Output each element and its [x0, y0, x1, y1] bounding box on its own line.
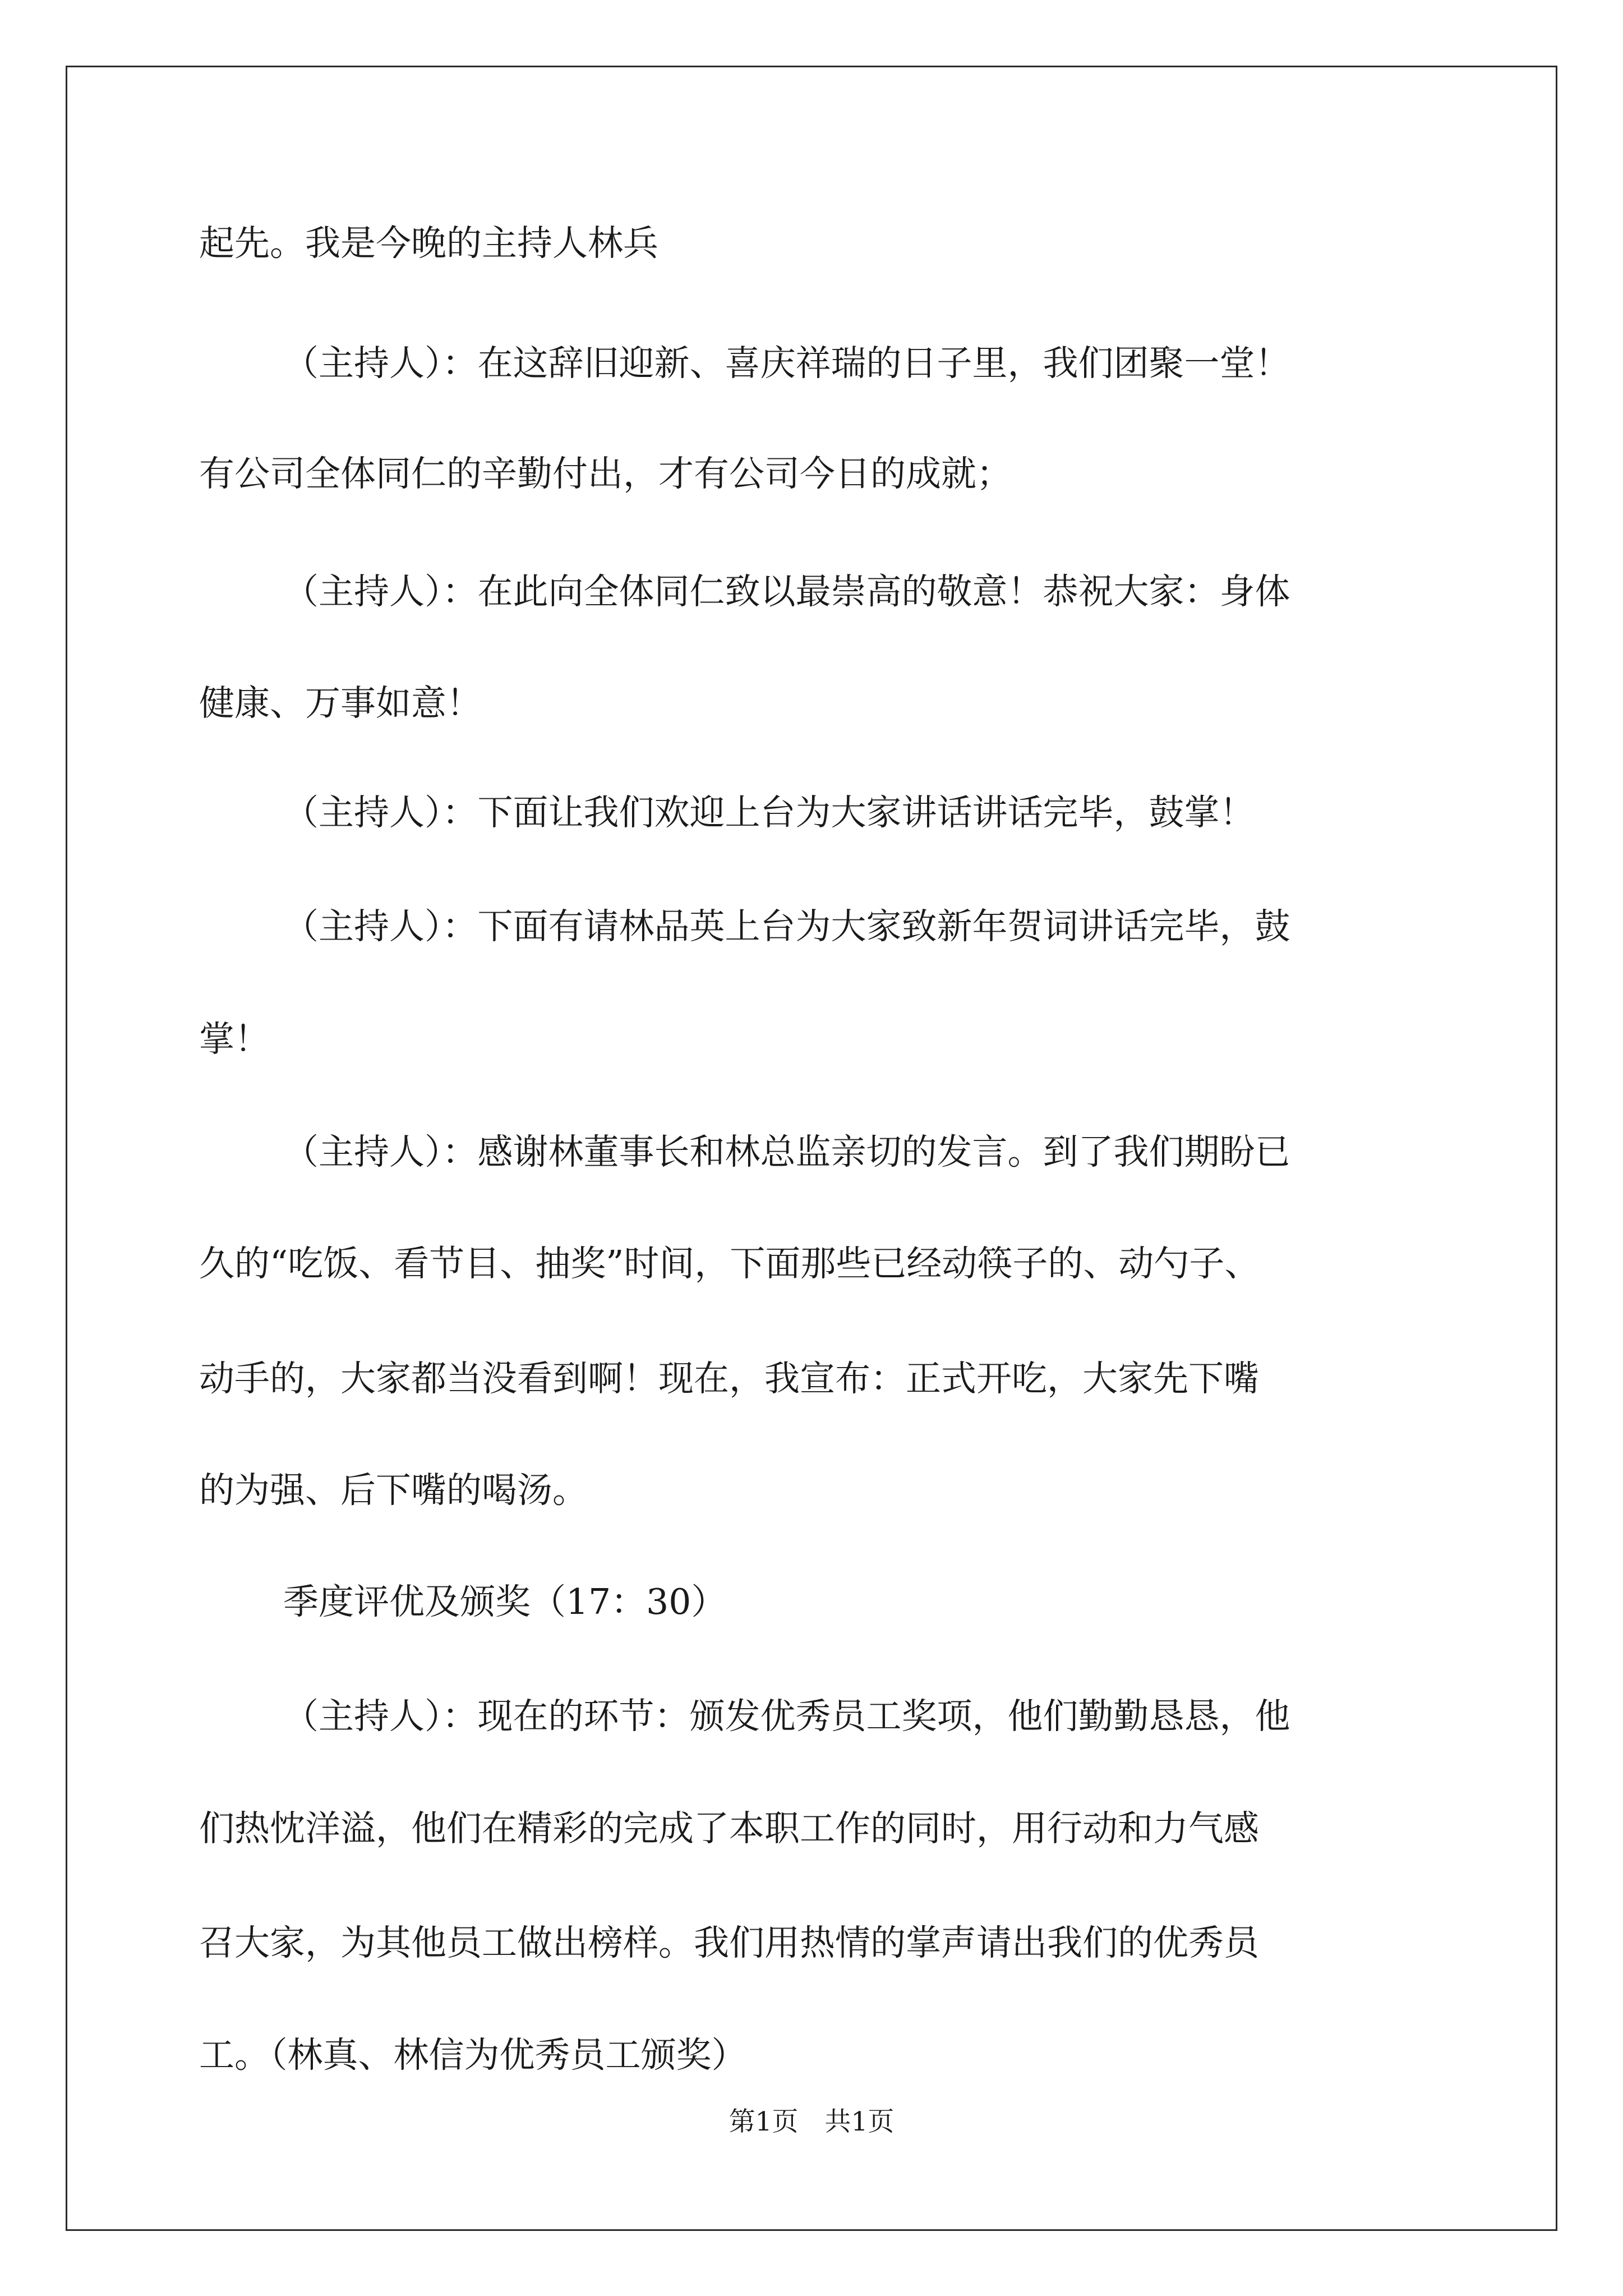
text-line: 的为强、后下嘴的喝汤。	[199, 1470, 588, 1511]
text-line: 健康、万事如意！	[199, 683, 482, 724]
text-line: 工。（林真、林信为优秀员工颁奖）	[199, 2035, 747, 2076]
text-line: （主持人）：感谢林董事长和林总监亲切的发言。到了我们期盼已	[283, 1131, 1290, 1172]
text-line: 久的“吃饭、看节目、抽奖”时间，下面那些已经动筷子的、动勺子、	[199, 1243, 1260, 1284]
section-heading: 季度评优及颁奖（17：30）	[283, 1581, 727, 1622]
text-line: 掌！	[199, 1019, 270, 1060]
text-line: （主持人）：在这辞旧迎新、喜庆祥瑞的日子里，我们团聚一堂！	[283, 343, 1290, 384]
text-line: （主持人）：在此向全体同仁致以最崇高的敬意！恭祝大家：身体	[283, 571, 1290, 612]
text-line: （主持人）：现在的环节：颁发优秀员工奖项，他们勤勤恳恳，他	[283, 1696, 1290, 1737]
page-footer: 第1页 共1页	[728, 2106, 895, 2137]
text-line: （主持人）：下面有请林品英上台为大家致新年贺词讲话完毕，鼓	[283, 906, 1290, 947]
text-line: 们热忱洋溢，他们在精彩的完成了本职工作的同时，用行动和力气感	[199, 1808, 1259, 1849]
text-line: （主持人）：下面让我们欢迎上台为大家讲话讲话完毕，鼓掌！	[283, 792, 1255, 833]
text-line: 召大家，为其他员工做出榜样。我们用热情的掌声请出我们的优秀员	[199, 1922, 1259, 1963]
text-line: 有公司全体同仁的辛勤付出，才有公司今日的成就；	[199, 453, 1012, 494]
text-line: 动手的，大家都当没看到啊！现在，我宣布：正式开吃，大家先下嘴	[199, 1358, 1259, 1399]
text-line: 起先。我是今晚的主持人林兵	[199, 223, 658, 264]
